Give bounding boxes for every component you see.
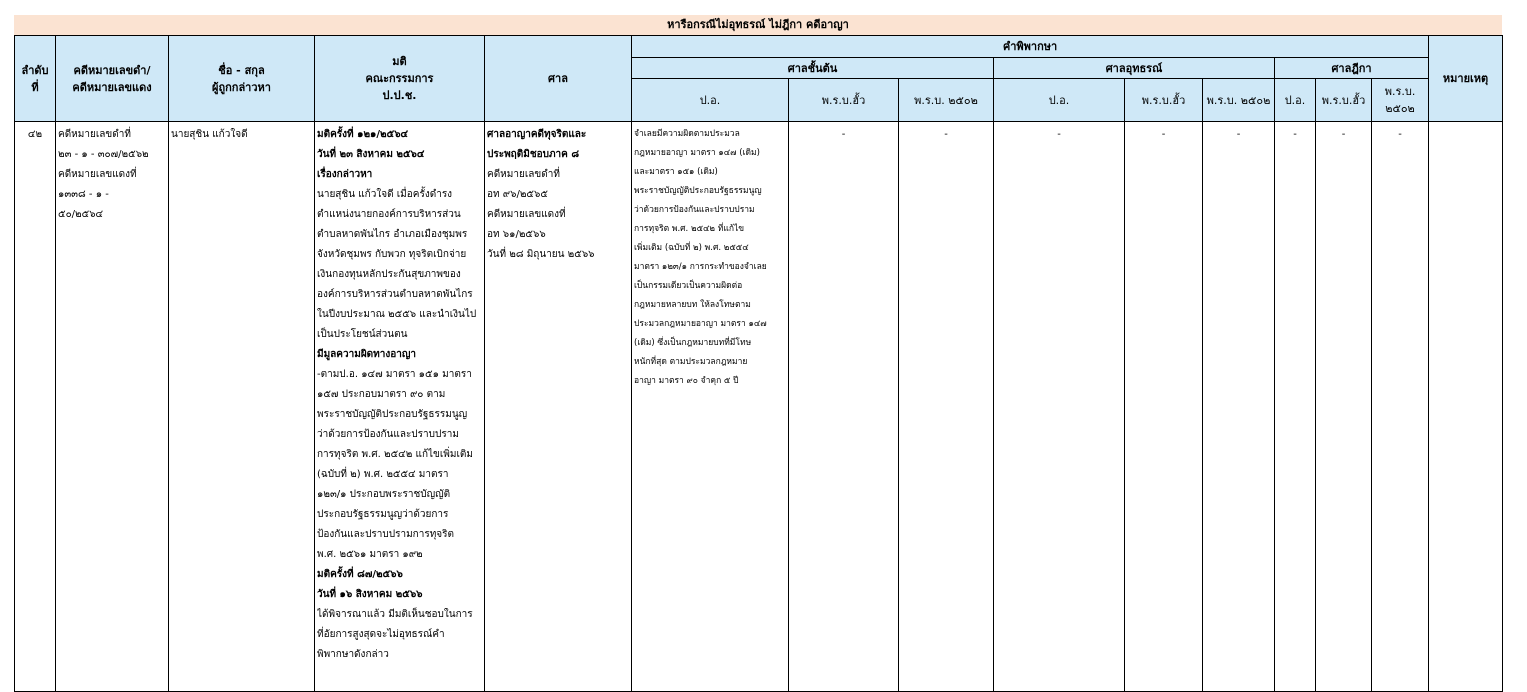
resolution-line: ตำบลหาดพันไกร อำเภอเมืองชุมพร — [317, 229, 468, 240]
resolution-line: ๑๕๗ ประกอบมาตรา ๙๐ ตาม — [317, 389, 446, 400]
cell-resolution — [315, 122, 485, 692]
resolution-line: ตำแหน่งนายกองค์การบริหารส่วน — [317, 209, 461, 220]
header-supreme-2502-line2: ๒๕๐๒ — [1385, 102, 1415, 115]
header-case-no-line1: คดีหมายเลขดำ/ — [73, 63, 151, 77]
cell-supreme-2502: - — [1372, 122, 1429, 692]
cell-first-bribery: - — [789, 122, 899, 692]
court-line: คดีหมายเลขแดงที่ — [487, 209, 566, 220]
header-name — [169, 36, 315, 122]
resolution-line: มติครั้งที่ ๘๗/๒๕๖๖ — [317, 569, 403, 580]
judgment-line: มาตรา ๑๒๓/๑ การกระทำของจำเลย — [634, 262, 767, 272]
header-name-line2: ผู้ถูกกล่าวหา — [212, 80, 271, 94]
case-line: คดีหมายเลขดำที่ — [58, 129, 131, 140]
header-first-bribery: พ.ร.บ.ฮั้ว — [789, 79, 899, 122]
resolution-line: มติครั้งที่ ๑๒๑/๒๕๖๔ — [317, 129, 409, 140]
case-line: ๑๓๓๘ - ๑ - — [58, 189, 109, 200]
cell-name: นายสุชิน แก้วใจดี — [169, 122, 315, 692]
judgment-line: เป็นกรรมเดียวเป็นความผิดต่อ — [634, 281, 743, 291]
resolution-line: ที่อัยการสูงสุดจะไม่อุทธรณ์คำ — [317, 629, 445, 640]
header-court-appeal: ศาลอุทธรณ์ — [994, 58, 1275, 79]
header-supreme-2502 — [1372, 79, 1429, 122]
cell-supreme-bribery: - — [1316, 122, 1372, 692]
header-supreme-2502-line1: พ.ร.บ. — [1384, 85, 1416, 98]
resolution-line: ๑๒๓/๑ ประกอบพระราชบัญญัติ — [317, 489, 451, 500]
header-first-po: ป.อ. — [632, 79, 789, 122]
header-resolution — [315, 36, 485, 122]
cell-case-no — [56, 122, 169, 692]
header-name-line1: ชื่อ - สกุล — [218, 63, 265, 77]
header-seq-line1: ลำดับ — [21, 63, 49, 77]
header-judgment: คำพิพากษา — [632, 36, 1429, 58]
resolution-line: เป็นประโยชน์ส่วนตน — [317, 329, 408, 340]
court-line: อท ๖๑/๒๕๖๖ — [487, 229, 546, 240]
judgment-line: กฎหมายหลายบท ให้ลงโทษตาม — [634, 300, 751, 310]
cell-appeal-bribery: - — [1125, 122, 1203, 692]
judgment-line: ประมวลกฎหมายอาญา มาตรา ๑๔๗ — [634, 319, 767, 329]
resolution-line: นายสุชิน แก้วใจดี เมื่อครั้งดำรง — [317, 189, 453, 200]
header-first-2502: พ.ร.บ. ๒๕๐๒ — [899, 79, 994, 122]
table-title: หารือกรณีไม่อุทธรณ์ ไม่ฎีกา คดีอาญา — [14, 15, 1502, 35]
resolution-line: เงินกองทุนหลักประกันสุขภาพของ — [317, 269, 461, 280]
header-case-no — [56, 36, 169, 122]
cell-first-2502: - — [899, 122, 994, 692]
resolution-line: ในปีงบประมาณ ๒๕๕๖ และนำเงินไป — [317, 309, 477, 320]
resolution-line: ประกอบรัฐธรรมนูญว่าด้วยการ — [317, 509, 449, 520]
header-supreme-bribery: พ.ร.บ.ฮั้ว — [1316, 79, 1372, 122]
cell-court — [485, 122, 632, 692]
resolution-line: องค์การบริหารส่วนตำบลหาดพันไกร — [317, 289, 473, 300]
header-appeal-bribery: พ.ร.บ.ฮั้ว — [1125, 79, 1203, 122]
header-court-first: ศาลชั้นต้น — [632, 58, 994, 79]
cell-first-po — [632, 122, 789, 692]
case-line: ๕๐/๒๕๖๔ — [58, 209, 104, 220]
judgment-line: กฎหมายอาญา มาตรา ๑๔๗ (เดิม) — [634, 148, 760, 158]
table-row — [15, 122, 1503, 692]
judgment-line: หนักที่สุด ตามประมวลกฎหมาย — [634, 357, 748, 367]
court-line: วันที่ ๒๘ มิถุนายน ๒๕๖๖ — [487, 249, 595, 260]
judgment-line: ว่าด้วยการป้องกันและปราบปราม — [634, 205, 755, 215]
resolution-line: การทุจริต พ.ศ. ๒๕๔๒ แก้ไขเพิ่มเติม — [317, 449, 473, 460]
resolution-line: เรื่องกล่าวหา — [317, 169, 373, 180]
resolution-line: -ตามป.อ. ๑๔๗ มาตรา ๑๕๑ มาตรา — [317, 369, 472, 380]
header-supreme-po: ป.อ. — [1275, 79, 1316, 122]
case-line: ๒๓ - ๑ - ๓๐๗/๒๕๖๒ — [58, 149, 149, 160]
judgment-line: อาญา มาตรา ๙๐ จำคุก ๕ ปี — [634, 376, 739, 386]
header-case-no-line2: คดีหมายเลขแดง — [72, 80, 152, 94]
header-seq — [15, 36, 56, 122]
cell-remarks — [1429, 122, 1503, 692]
resolution-line: ว่าด้วยการป้องกันและปราบปราม — [317, 429, 459, 440]
cell-seq: ๔๒ — [15, 122, 56, 692]
resolution-line: มีมูลความผิดทางอาญา — [317, 349, 417, 360]
header-appeal-po: ป.อ. — [994, 79, 1125, 122]
judgment-line: และมาตรา ๑๕๑ (เดิม) — [634, 167, 718, 177]
resolution-line: พิพากษาดังกล่าว — [317, 649, 389, 660]
header-resolution-line3: ป.ป.ช. — [382, 89, 417, 102]
resolution-line: (ฉบับที่ ๒) พ.ศ. ๒๕๕๔ มาตรา — [317, 469, 449, 480]
court-line: ประพฤติมิชอบภาค ๘ — [487, 149, 580, 160]
case-table — [14, 35, 1503, 692]
judgment-line: จำเลยมีความผิดตามประมวล — [634, 129, 740, 139]
header-court: ศาล — [485, 36, 632, 122]
resolution-line: พระราชบัญญัติประกอบรัฐธรรมนูญ — [317, 409, 468, 420]
header-remarks: หมายเหตุ — [1429, 36, 1503, 122]
resolution-line: ได้พิจารณาแล้ว มีมติเห็นชอบในการ — [317, 609, 473, 620]
court-line: คดีหมายเลขดำที่ — [487, 169, 560, 180]
resolution-line: พ.ศ. ๒๕๖๑ มาตรา ๑๙๒ — [317, 549, 423, 560]
header-court-supreme: ศาลฎีกา — [1275, 58, 1429, 79]
header-resolution-line1: มติ — [392, 55, 407, 68]
header-resolution-line2: คณะกรรมการ — [365, 72, 434, 85]
resolution-line: วันที่ ๑๖ สิงหาคม ๒๕๖๖ — [317, 589, 423, 600]
case-line: คดีหมายเลขแดงที่ — [58, 169, 137, 180]
judgment-line: (เดิม) ซึ่งเป็นกฎหมายบทที่มีโทษ — [634, 338, 752, 348]
resolution-line: วันที่ ๒๓ สิงหาคม ๒๕๖๔ — [317, 149, 425, 160]
judgment-line: พระราชบัญญัติประกอบรัฐธรรมนูญ — [634, 186, 762, 196]
cell-supreme-po: - — [1275, 122, 1316, 692]
judgment-line: การทุจริต พ.ศ. ๒๕๔๒ ที่แก้ไข — [634, 224, 745, 234]
header-appeal-2502: พ.ร.บ. ๒๕๐๒ — [1203, 79, 1275, 122]
resolution-line: จังหวัดชุมพร กับพวก ทุจริตเบิกจ่าย — [317, 249, 467, 260]
cell-appeal-po: - — [994, 122, 1125, 692]
cell-appeal-2502: - — [1203, 122, 1275, 692]
court-line: ศาลอาญาคดีทุจริตและ — [487, 129, 587, 140]
resolution-line: ป้องกันและปราบปรามการทุจริต — [317, 529, 455, 540]
judgment-line: เพิ่มเติม (ฉบับที่ ๒) พ.ศ. ๒๕๕๔ — [634, 243, 749, 253]
court-line: อท ๙๖/๒๕๖๕ — [487, 189, 548, 200]
header-seq-line2: ที่ — [31, 80, 39, 94]
